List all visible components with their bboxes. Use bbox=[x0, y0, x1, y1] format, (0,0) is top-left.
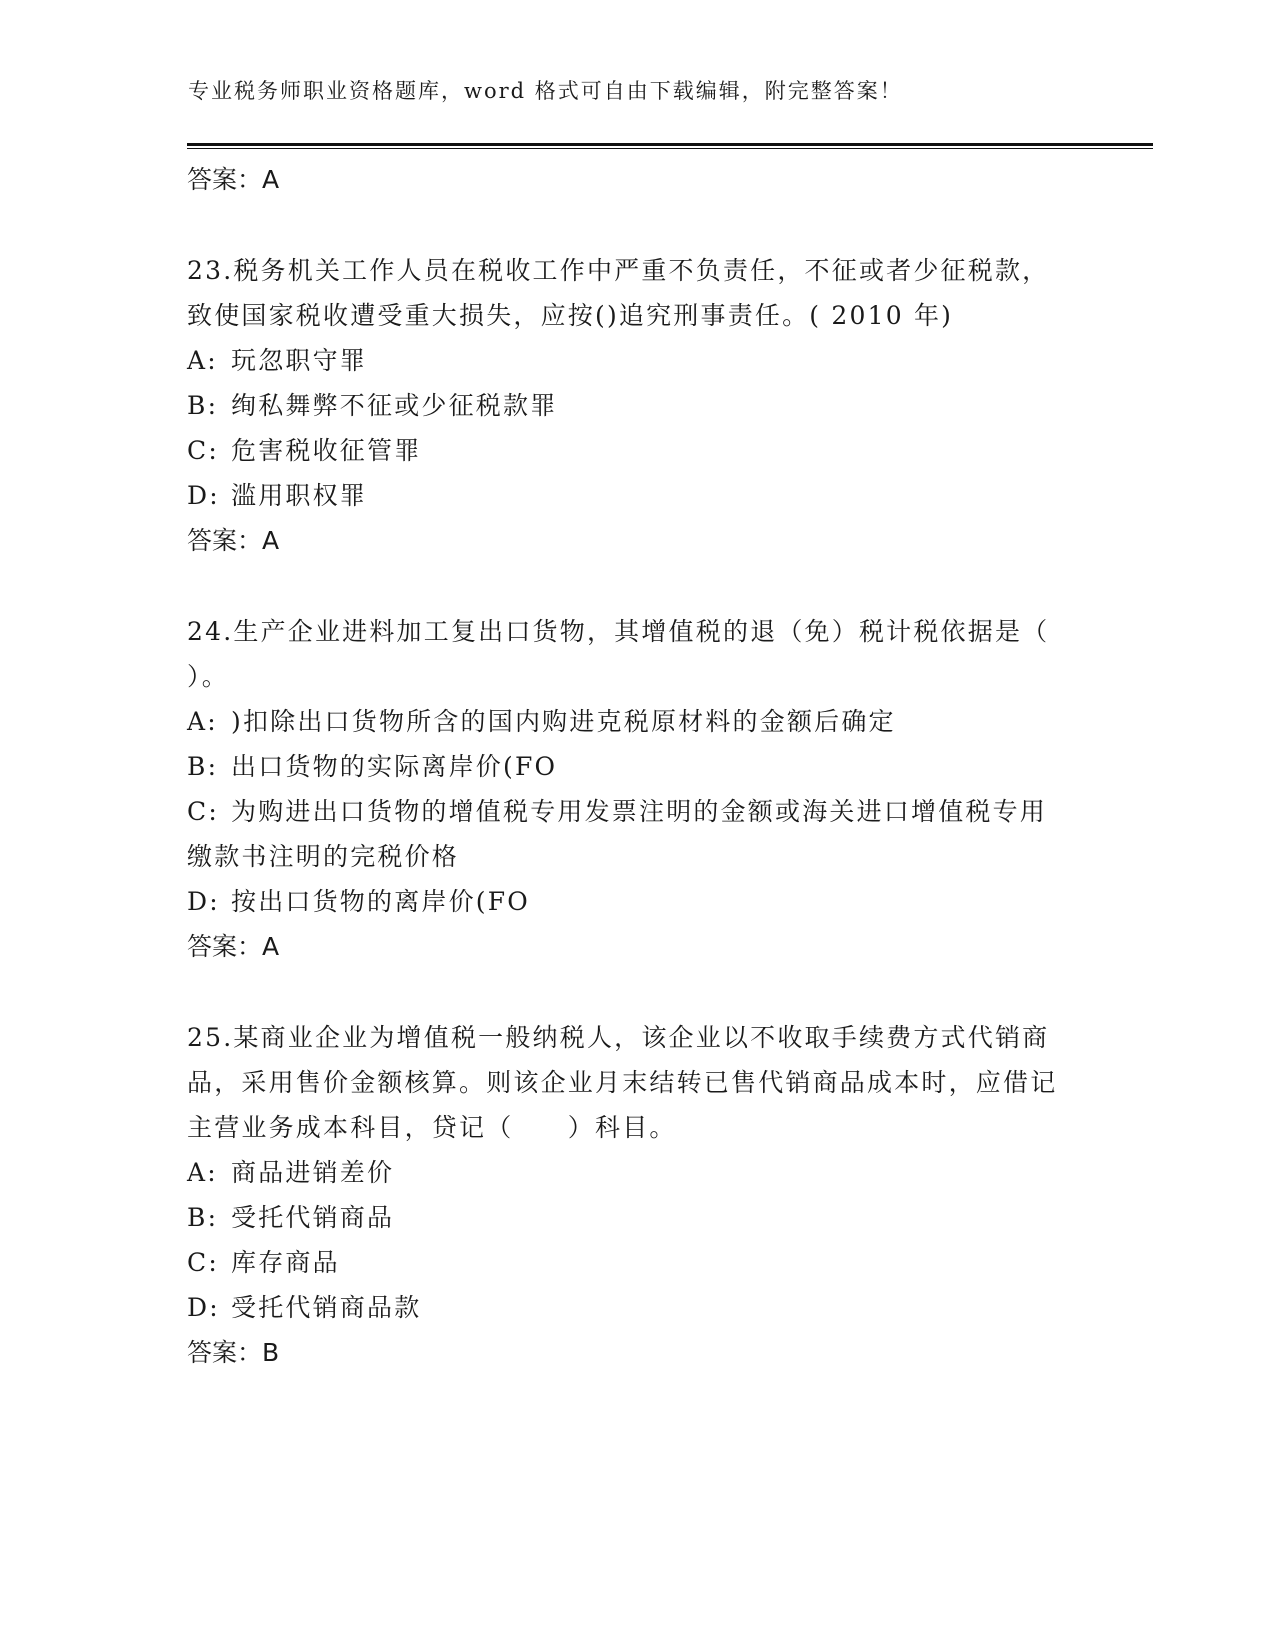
option-a bbox=[187, 699, 1067, 744]
option-key: B: bbox=[187, 391, 219, 420]
option-text: 为购进出口货物的增值税专用发票注明的金额或海关进口增值税专用缴款书注明的完税价格 bbox=[187, 797, 1048, 871]
answer-line: 答案：A bbox=[187, 932, 280, 961]
option-key: D: bbox=[187, 887, 220, 916]
header-divider bbox=[187, 143, 1153, 146]
option-key: A: bbox=[187, 1158, 218, 1187]
option-b bbox=[187, 383, 1067, 428]
question-24 bbox=[187, 609, 1104, 969]
page-header: 专业税务师职业资格题库，word 格式可自由下载编辑，附完整答案！ bbox=[188, 79, 903, 103]
option-c bbox=[187, 1240, 1067, 1285]
answer-line: 答案：B bbox=[187, 1338, 280, 1367]
question-stem: 24.生产企业进料加工复出口货物，其增值税的退（免）税计税依据是（ ）。 bbox=[187, 617, 1104, 691]
answer-line: 答案：A bbox=[187, 165, 280, 194]
option-text: 出口货物的实际离岸价(FO bbox=[231, 752, 558, 781]
option-key: C: bbox=[187, 797, 219, 826]
option-d bbox=[187, 1285, 1067, 1330]
question-25 bbox=[187, 1015, 1067, 1375]
option-b bbox=[187, 1195, 1067, 1240]
answer-line: 答案：A bbox=[187, 526, 280, 555]
question-stem: 23.税务机关工作人员在税收工作中严重不负责任，不征或者少征税款，致使国家税收遭受重大损失，应按()追究刑事责任。( 2010 年) bbox=[187, 256, 1050, 330]
option-text: 按出口货物的离岸价(FO bbox=[231, 887, 530, 916]
option-text: 受托代销商品 bbox=[231, 1203, 395, 1232]
option-key: D: bbox=[187, 1293, 220, 1322]
option-text: 受托代销商品款 bbox=[231, 1293, 422, 1322]
option-a bbox=[187, 338, 1067, 383]
option-d bbox=[187, 473, 1067, 518]
question-list bbox=[187, 157, 1104, 1375]
option-key: D: bbox=[187, 481, 220, 510]
option-c bbox=[187, 428, 1067, 473]
option-key: C: bbox=[187, 1248, 219, 1277]
option-key: A: bbox=[187, 707, 218, 736]
option-key: B: bbox=[187, 1203, 219, 1232]
option-text: 商品进销差价 bbox=[231, 1158, 395, 1187]
option-text: 玩忽职守罪 bbox=[231, 346, 368, 375]
option-text: 库存商品 bbox=[231, 1248, 340, 1277]
option-text: )扣除出口货物所含的国内购进克税原材料的金额后确定 bbox=[231, 707, 896, 736]
option-text: 滥用职权罪 bbox=[231, 481, 368, 510]
question-stem: 25.某商业企业为增值税一般纳税人，该企业以不收取手续费方式代销商品，采用售价金额核算。则该企业月末结转已售代销商品成本时，应借记主营业务成本科目，贷记（ ）科目。 bbox=[187, 1023, 1058, 1142]
option-key: A: bbox=[187, 346, 218, 375]
spacer bbox=[187, 969, 1067, 1015]
option-a bbox=[187, 1150, 1067, 1195]
option-text: 危害税收征管罪 bbox=[231, 436, 422, 465]
option-b bbox=[187, 744, 1067, 789]
option-key: B: bbox=[187, 752, 219, 781]
question-23 bbox=[187, 248, 1067, 563]
option-text: 绚私舞弊不征或少征税款罪 bbox=[231, 391, 558, 420]
option-d bbox=[187, 879, 1067, 924]
spacer bbox=[187, 563, 1067, 609]
option-key: C: bbox=[187, 436, 219, 465]
spacer bbox=[187, 202, 1067, 248]
option-c bbox=[187, 789, 1067, 879]
